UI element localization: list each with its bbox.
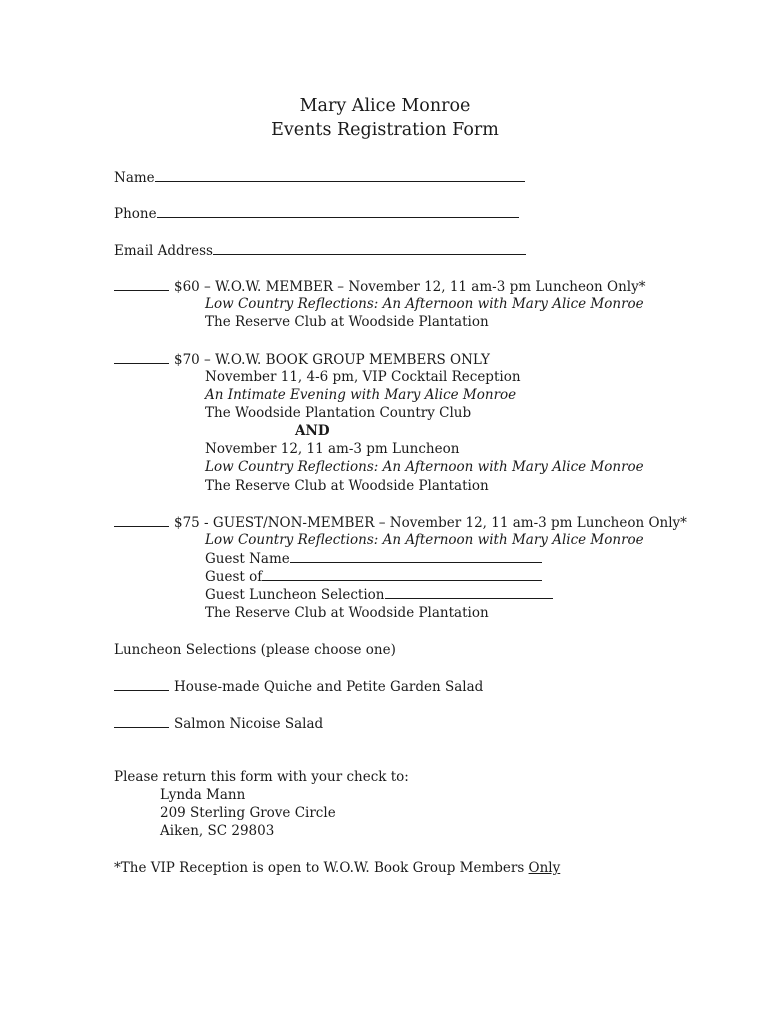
form-title-line1: Mary Alice Monroe bbox=[299, 96, 471, 116]
return-city: Aiken, SC 29803 bbox=[160, 823, 275, 839]
guest-name-field[interactable] bbox=[205, 549, 542, 568]
guest-selection-label: Guest Luncheon Selection bbox=[205, 587, 385, 603]
luncheon-choice-2 bbox=[114, 714, 323, 733]
footnote-emphasis: Only bbox=[528, 860, 561, 876]
form-title-line2: Events Registration Form bbox=[271, 120, 499, 140]
email-field[interactable] bbox=[114, 241, 526, 260]
footnote-text: *The VIP Reception is open to W.O.W. Book Group Members bbox=[114, 860, 529, 876]
option-guest bbox=[114, 513, 687, 532]
return-name: Lynda Mann bbox=[160, 787, 246, 803]
option-member-text: $60 – W.O.W. MEMBER – November 12, 11 am-3 pm Luncheon Only* bbox=[174, 279, 646, 295]
option-member-blank[interactable] bbox=[114, 277, 169, 291]
option-guest-blank[interactable] bbox=[114, 513, 169, 527]
reception-venue: The Woodside Plantation Country Club bbox=[205, 405, 472, 421]
option-member-subtitle: Low Country Reflections: An Afternoon with Mary Alice Monroe bbox=[205, 296, 644, 312]
guest-selection-input-line[interactable] bbox=[385, 585, 553, 599]
reception-subtitle: An Intimate Evening with Mary Alice Monroe bbox=[205, 387, 517, 403]
return-intro: Please return this form with your check to: bbox=[114, 769, 409, 785]
option-book-group bbox=[114, 350, 490, 369]
footnote bbox=[114, 859, 560, 877]
return-street: 209 Sterling Grove Circle bbox=[160, 805, 336, 821]
luncheon-choice-2-text: Salmon Nicoise Salad bbox=[174, 716, 324, 732]
luncheon-choice-1-text: House-made Quiche and Petite Garden Salad bbox=[174, 679, 484, 695]
phone-field[interactable] bbox=[114, 204, 519, 223]
and-text: AND bbox=[295, 423, 330, 439]
option-book-group-text: $70 – W.O.W. BOOK GROUP MEMBERS ONLY bbox=[174, 352, 490, 368]
email-input-line[interactable] bbox=[213, 241, 526, 255]
luncheon-choice-1 bbox=[114, 677, 483, 696]
guest-of-label: Guest of bbox=[205, 569, 263, 585]
luncheon-heading: Luncheon Selections (please choose one) bbox=[114, 642, 396, 658]
phone-label: Phone bbox=[114, 206, 157, 222]
guest-name-input-line[interactable] bbox=[290, 549, 542, 563]
guest-selection-field[interactable] bbox=[205, 585, 553, 604]
guest-name-label: Guest Name bbox=[205, 551, 290, 567]
name-field[interactable] bbox=[114, 168, 525, 187]
phone-input-line[interactable] bbox=[157, 204, 519, 218]
book-group-luncheon-venue: The Reserve Club at Woodside Plantation bbox=[205, 478, 489, 494]
book-group-luncheon-subtitle: Low Country Reflections: An Afternoon with Mary Alice Monroe bbox=[205, 459, 644, 475]
guest-of-input-line[interactable] bbox=[262, 567, 542, 581]
option-book-group-blank[interactable] bbox=[114, 350, 169, 364]
guest-of-field[interactable] bbox=[205, 567, 542, 586]
book-group-luncheon-date: November 12, 11 am-3 pm Luncheon bbox=[205, 441, 460, 457]
name-input-line[interactable] bbox=[155, 168, 525, 182]
option-member bbox=[114, 277, 646, 296]
reception-date: November 11, 4-6 pm, VIP Cocktail Reception bbox=[205, 369, 521, 385]
luncheon-choice-1-blank[interactable] bbox=[114, 677, 169, 691]
option-guest-text: $75 - GUEST/NON-MEMBER – November 12, 11 am-3 pm Luncheon Only* bbox=[174, 515, 687, 531]
luncheon-choice-2-blank[interactable] bbox=[114, 714, 169, 728]
name-label: Name bbox=[114, 170, 155, 186]
option-guest-subtitle: Low Country Reflections: An Afternoon with Mary Alice Monroe bbox=[205, 532, 644, 548]
option-guest-venue: The Reserve Club at Woodside Plantation bbox=[205, 605, 489, 621]
email-label: Email Address bbox=[114, 243, 213, 259]
option-member-venue: The Reserve Club at Woodside Plantation bbox=[205, 314, 489, 330]
